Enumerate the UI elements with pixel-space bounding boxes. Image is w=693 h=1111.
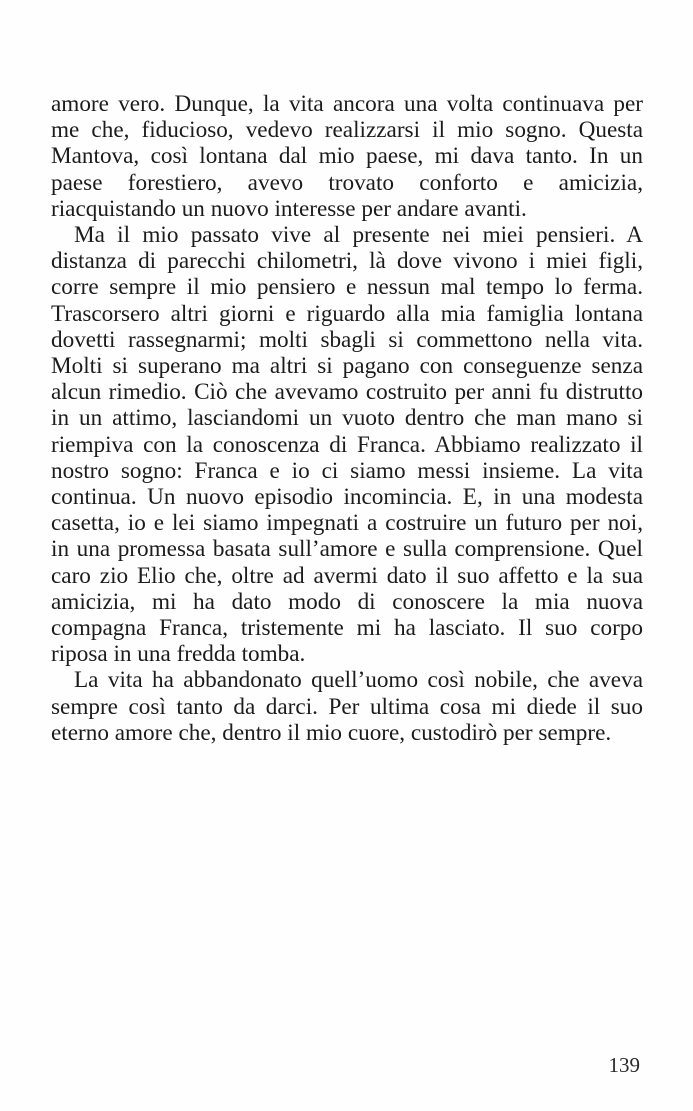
paragraph-1: amore vero. Dunque, la vita ancora una volta continuava per me che, fiducioso, vedevo realizzarsi il mio sogno. Questa Mantova, così lontana dal mio paese, mi dava tanto. In un paese forestiero, avevo trovato conforto e amicizia, riacquistando un nuovo interesse per andare avanti. (51, 91, 643, 222)
body-text (51, 91, 643, 746)
paragraph-3: La vita ha abbandonato quell’uomo così nobile, che aveva sempre così tanto da darci. Per ultima cosa mi diede il suo eterno amore che, dentro il mio cuore, custodirò per sempre. (51, 667, 643, 746)
paragraph-2: Ma il mio passato vive al presente nei miei pensieri. A distanza di parecchi chilometri, là dove vivono i miei figli, corre sempre il mio pensiero e nessun mal tempo lo ferma. Trascorsero altri giorni e riguardo alla mia famiglia lontana dovetti rassegnarmi; molti sbagli si commettono nella vita. Molti si superano ma altri si pagano con conseguenze senza alcun rimedio. Ciò che avevamo costruito per anni fu distrutto in un attimo, lasciandomi un vuoto dentro che man mano si riempiva con la conoscenza di Franca. Abbiamo realizzato il nostro sogno: Franca e io ci siamo messi insieme. La vita continua. Un nuovo episodio incomincia. E, in una modesta casetta, io e lei siamo impegnati a costruire un futuro per noi, in una promessa basata sull’amore e sulla comprensione. Quel caro zio Elio che, oltre ad avermi dato il suo affetto e la sua amicizia, mi ha dato modo di conoscere la mia nuova compagna Franca, tristemente mi ha lasciato. Il suo corpo riposa in una fredda tomba. (51, 222, 643, 668)
page-number: 139 (608, 1053, 640, 1077)
